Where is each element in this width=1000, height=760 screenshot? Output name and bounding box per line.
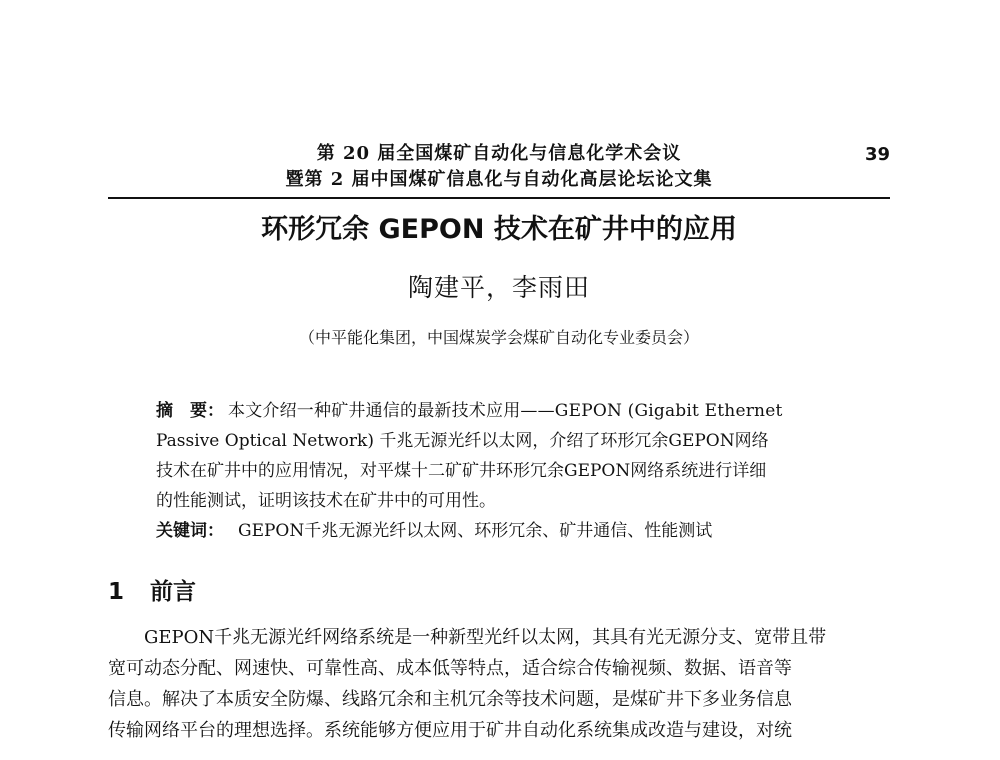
keywords-label: 关键词： [156,521,224,541]
body-line: 传输网络平台的理想选择。系统能够方便应用于矿井自动化系统集成改造与建设，对统 [108,720,792,741]
abstract-section [156,396,856,546]
keywords-text: GEPON千兆无源光纤以太网、环形冗余、矿井通信、性能测试 [238,521,713,541]
body-line: 信息。解决了本质安全防爆、线路冗余和主机冗余等技术问题，是煤矿井下多业务信息 [108,689,792,710]
abstract-line: Passive Optical Network) 千兆无源光纤以太网，介绍了环形冗余GEPON网络 [156,431,769,451]
body-line: GEPON千兆无源光纤网络系统是一种新型光纤以太网，其具有光无源分支、宽带且带 [144,627,827,648]
body-text [108,622,890,746]
page-number: 39 [864,144,890,165]
section-title: 前言 [150,579,196,605]
author-affiliation: （中平能化集团，中国煤炭学会煤矿自动化专业委员会） [298,328,699,347]
paper-title: 环形冗余 GEPON 技术在矿井中的应用 [261,214,737,245]
abstract-line: 的性能测试，证明该技术在矿井中的可用性。 [156,491,496,511]
header-divider [108,197,890,199]
journal-title-line-1: 第 20 届全国煤矿自动化与信息化学术会议 [316,143,682,164]
section-number: 1 [108,579,125,605]
journal-title-line-2: 暨第 2 届中国煤矿信息化与自动化高层论坛论文集 [285,169,713,190]
body-line: 宽可动态分配、网速快、可靠性高、成本低等特点，适合综合传输视频、数据、语音等 [108,658,792,679]
abstract-line [156,396,856,426]
abstract-label: 摘 要： [156,401,224,421]
journal-header [108,140,890,198]
paper-authors: 陶建平，李雨田 [407,273,590,302]
abstract-text: 本文介绍一种矿井通信的最新技术应用——GEPON (Gigabit Ethernet [228,401,783,421]
section-heading [108,575,508,609]
keywords-line [156,516,856,546]
abstract-line: 技术在矿井中的应用情况，对平煤十二矿矿井环形冗余GEPON网络系统进行详细 [156,461,767,481]
